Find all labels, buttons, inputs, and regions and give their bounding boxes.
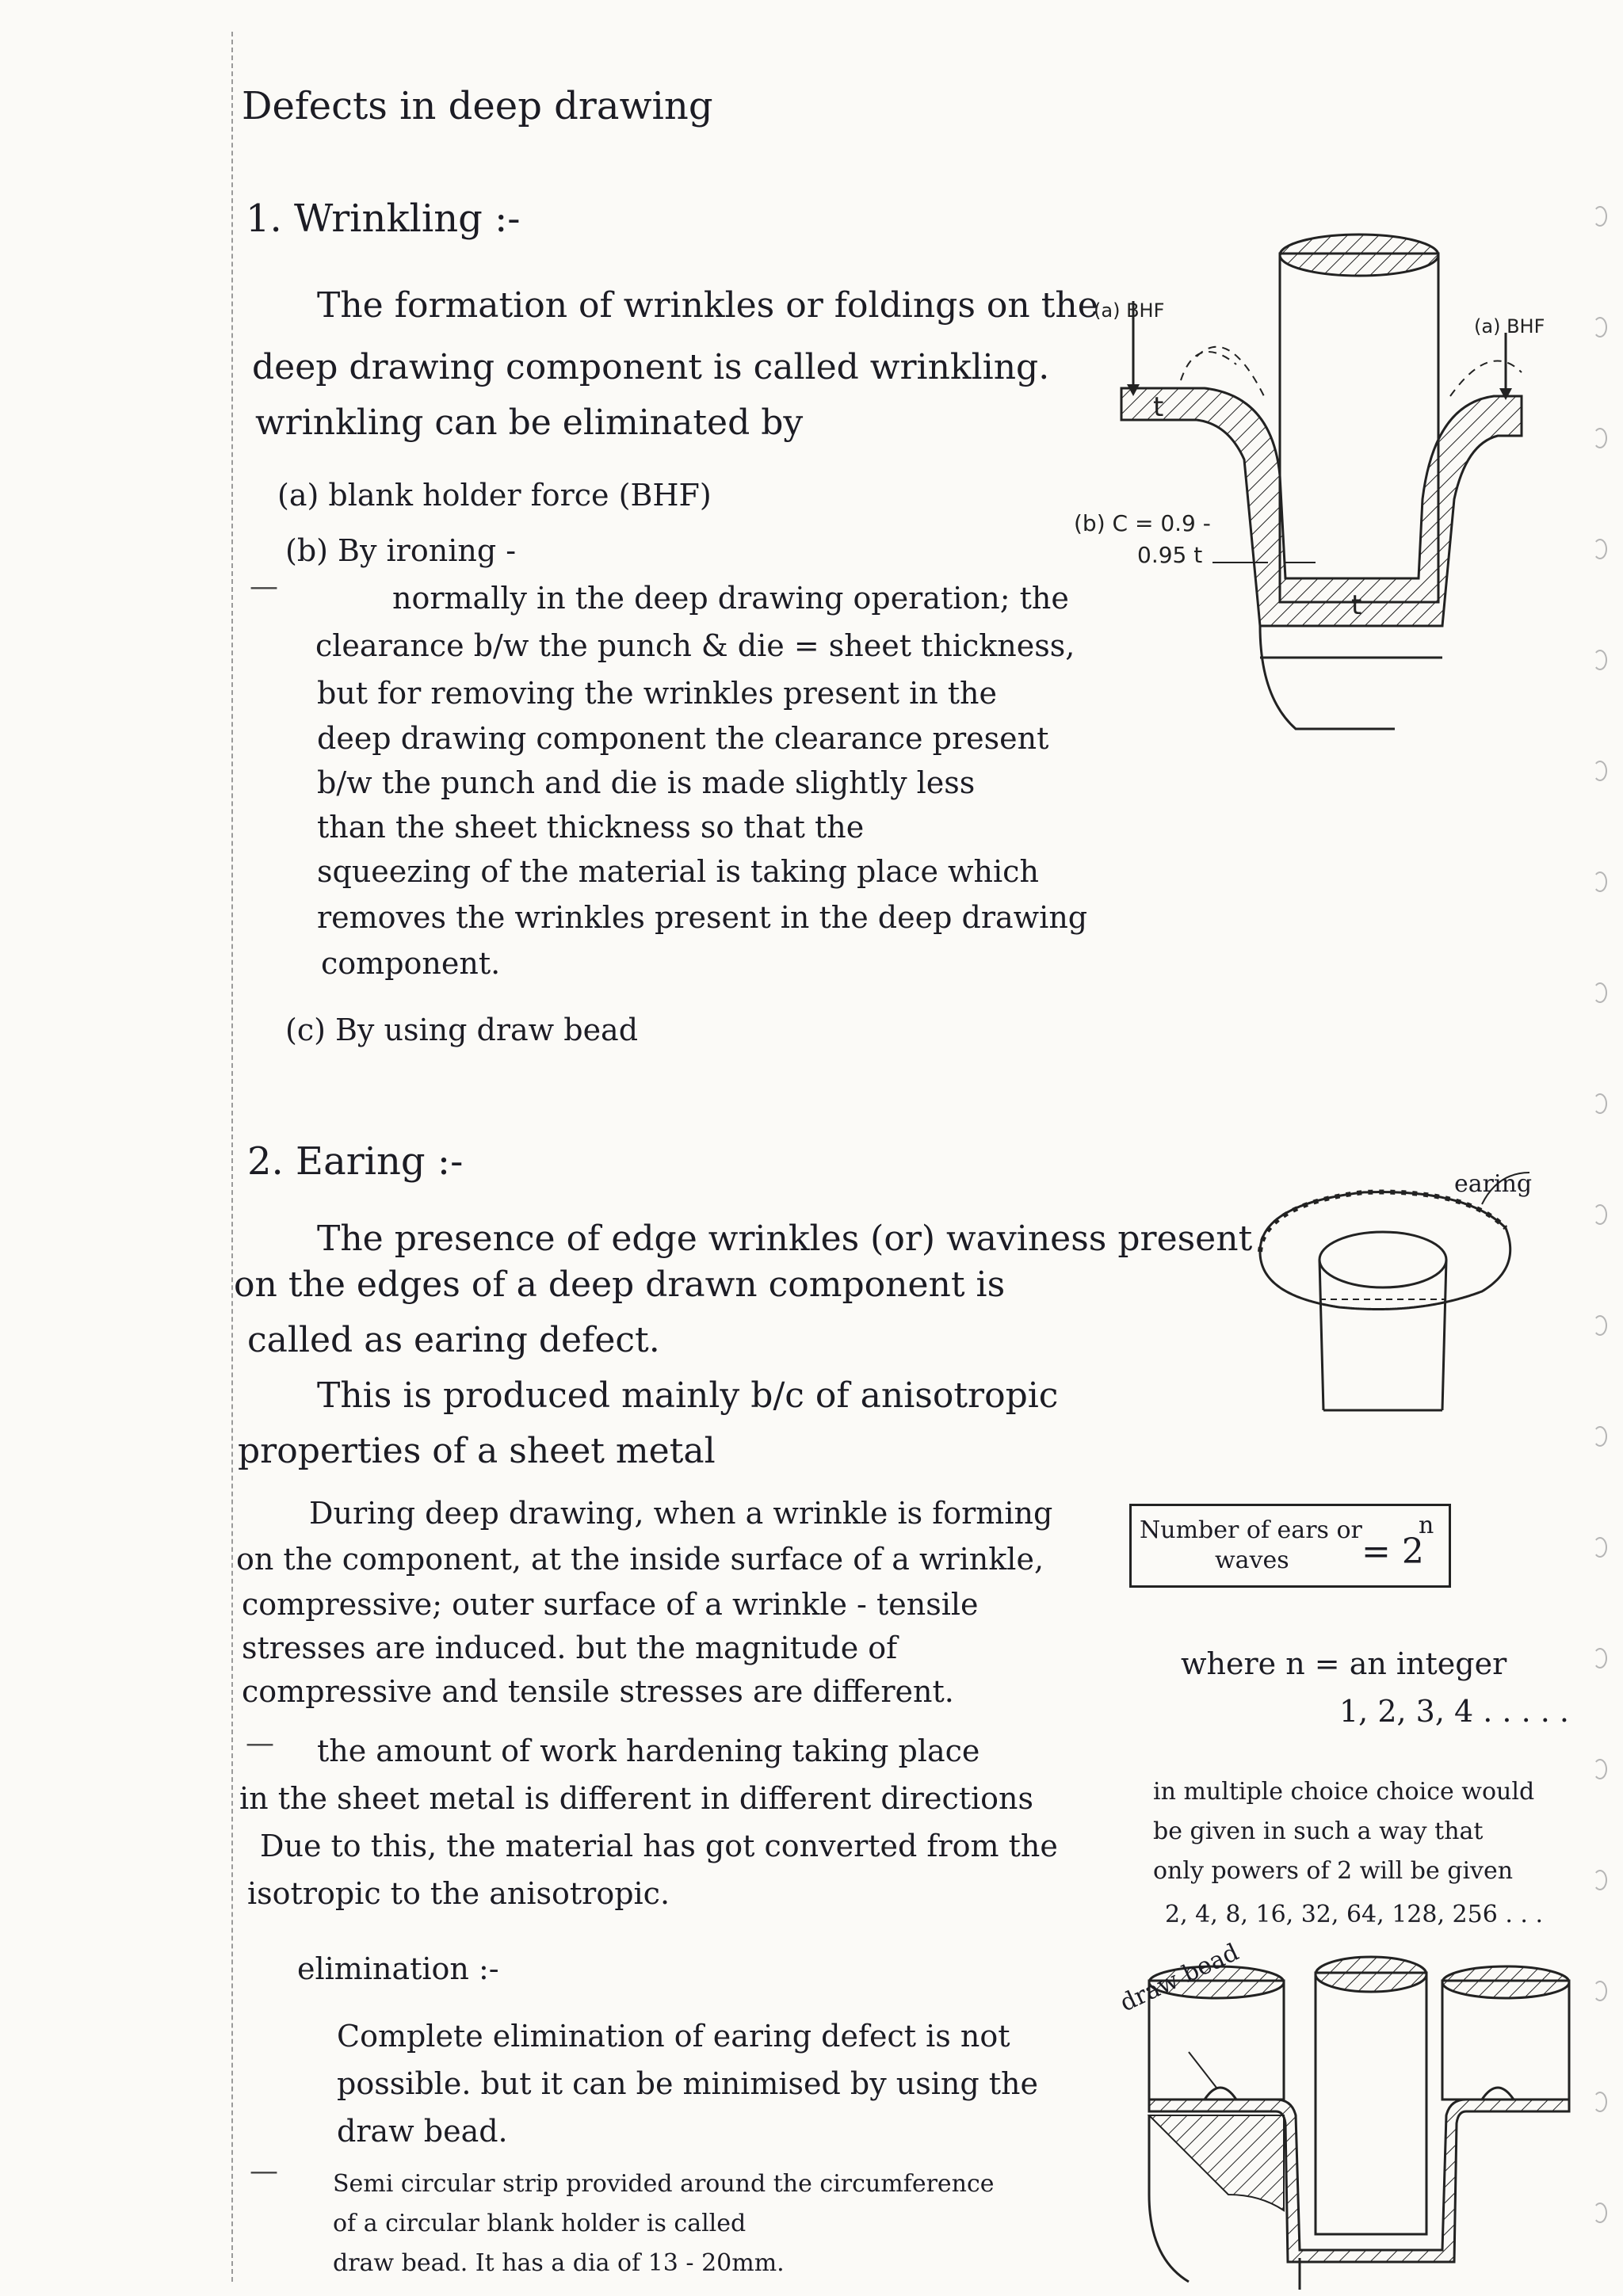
elimination-line-3: draw bead. [337,2114,508,2149]
ironing-line-8: removes the wrinkles present in the deep drawing [317,900,1088,935]
wrinkling-line-2: deep drawing component is called wrinkling. [252,347,1050,387]
elimination-heading: elimination :- [297,1951,499,1986]
earing-line-4: This is produced mainly b/c of anisotropic [317,1375,1059,1416]
wrinkling-line-1: The formation of wrinkles or foldings on the [317,285,1098,326]
note-line-2: be given in such a way that [1153,1817,1484,1845]
method-c: (c) By using draw bead [285,1013,639,1047]
bhf-label-right: (a) BHF [1474,315,1545,338]
bhf-label-left: (a) BHF [1094,299,1165,322]
formula-exponent: n [1419,1512,1434,1539]
wrinkling-line-3: wrinkling can be eliminated by [255,402,804,443]
earing-line-1: The presence of edge wrinkles (or) waviness present [317,1219,1253,1259]
earing-p2-line-2: on the component, at the inside surface of a wrinkle, [236,1542,1044,1577]
method-b: (b) By ironing - [285,533,517,568]
method-a: (a) blank holder force (BHF) [277,478,712,513]
earing-heading: 2. Earing :- [247,1139,464,1184]
earing-p2-line-5: compressive and tensile stresses are different. [242,1674,954,1709]
earing-line-3: called as earing defect. [247,1320,660,1360]
draw-bead-label: draw bead [1116,1938,1243,2018]
ironing-line-4: deep drawing component the clearance present [317,721,1049,756]
earing-p3-line-4: isotropic to the anisotropic. [247,1876,670,1911]
bead-line-3: draw bead. It has a dia of 13 - 20mm. [333,2249,785,2277]
elimination-line-2: possible. but it can be minimised by using the [337,2066,1039,2101]
note-line-4: 2, 4, 8, 16, 32, 64, 128, 256 . . . [1165,1901,1544,1928]
bullet-dash: — [246,1727,274,1760]
bead-line-1: Semi circular strip provided around the circumference [333,2170,995,2198]
clearance-label: (b) C = 0.9 - [1074,510,1211,536]
earing-figure-label: earing [1454,1170,1533,1198]
where-text: where n = an integer [1181,1646,1507,1681]
note-line-3: only powers of 2 will be given [1153,1857,1514,1885]
draw-bead-figure [1141,1957,1585,2290]
ironing-line-9: component. [321,946,501,981]
bead-line-2: of a circular blank holder is called [333,2210,747,2237]
earing-p3-line-1: the amount of work hardening taking place [317,1733,980,1768]
ironing-line-3: but for removing the wrinkles present in the [317,676,998,711]
earing-line-5: properties of a sheet metal [238,1431,716,1471]
margin-line [231,32,233,2282]
elimination-line-1: Complete elimination of earing defect is not [337,2019,1010,2054]
formula-lhs-b: waves [1215,1547,1289,1574]
formula-lhs-a: Number of ears or [1140,1516,1362,1544]
integers-text: 1, 2, 3, 4 . . . . . [1339,1694,1569,1729]
svg-text:t: t [1153,391,1164,423]
clearance-label-2: 0.95 t [1137,542,1203,568]
bullet-dash: — [250,570,278,603]
earing-p2-line-3: compressive; outer surface of a wrinkle - tensile [242,1587,979,1622]
earing-p2-line-4: stresses are induced. but the magnitude of [242,1630,898,1665]
earing-line-2: on the edges of a deep drawn component is [234,1264,1006,1305]
earing-cup-figure [1244,1157,1545,1442]
svg-text:t: t [1351,589,1362,621]
deep-drawing-wrinkling-figure [1074,238,1569,745]
formula-box [1129,1504,1451,1588]
ironing-line-1: normally in the deep drawing operation; the [392,581,1069,616]
bullet-dash: — [250,2155,278,2187]
wrinkling-heading: 1. Wrinkling :- [246,196,521,241]
earing-p3-line-3: Due to this, the material has got converted from the [260,1829,1058,1863]
ironing-line-7: squeezing of the material is taking place which [317,854,1039,889]
note-line-1: in multiple choice choice would [1153,1778,1535,1806]
earing-p2-line-1: During deep drawing, when a wrinkle is forming [309,1496,1053,1531]
page-title: Defects in deep drawing [242,84,713,128]
formula-rhs: = 2 [1361,1531,1424,1572]
ironing-line-2: clearance b/w the punch & die = sheet thickness, [315,628,1075,663]
earing-p3-line-2: in the sheet metal is different in different directions [239,1781,1034,1816]
ironing-line-6: than the sheet thickness so that the [317,810,865,845]
ironing-line-5: b/w the punch and die is made slightly less [317,765,976,800]
